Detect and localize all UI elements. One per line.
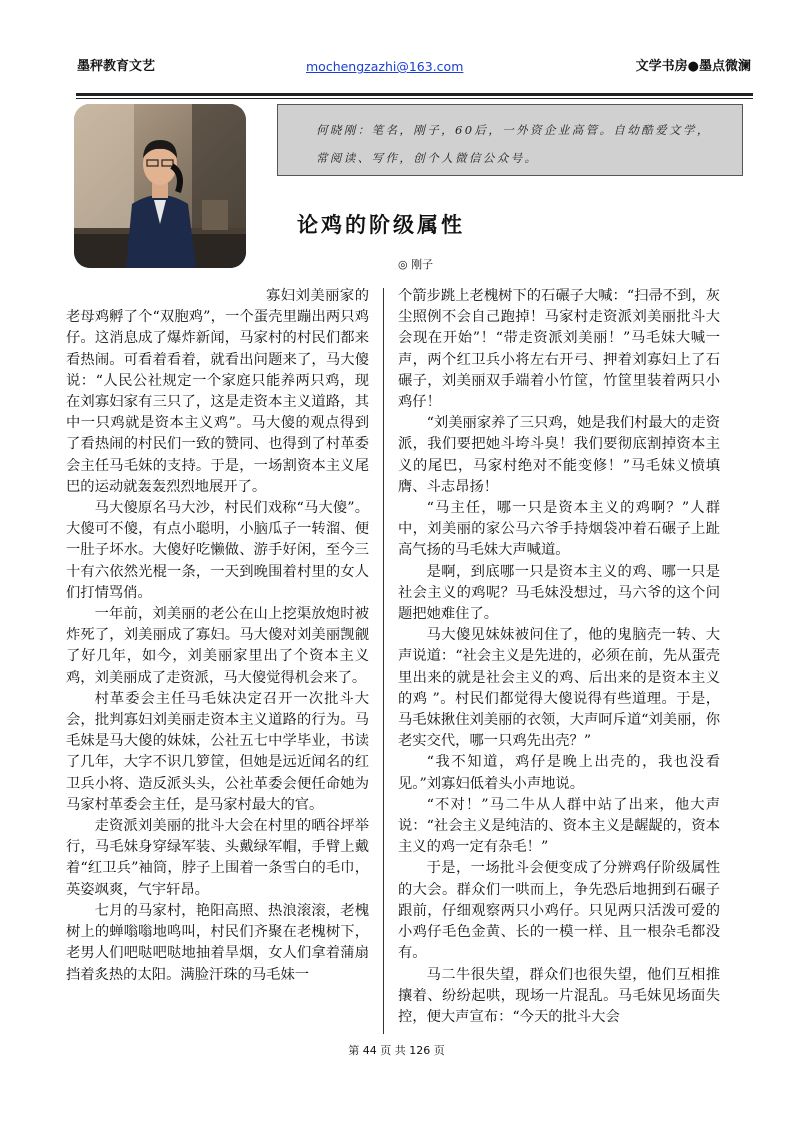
paragraph: 马大傻见妹妹被问住了，他的鬼脑壳一转、大声说道：“社会主义是先进的，必须在前，先从蛋壳里出来的就是社会主义的鸡、后出来的是资本主义的鸡 ”。村民们都觉得大傻说得有些道理。于是，马毛妹揪住刘美丽的衣领，大声呵斥道“刘美丽，你老实交代，哪一只鸡先出壳？” [398, 627, 720, 750]
paragraph: 是啊，到底哪一只是资本主义的鸡、哪一只是社会主义的鸡呢？马毛妹没想过，马六爷的这个问题把她难住了。 [398, 563, 720, 623]
header-rule-thin [76, 98, 753, 99]
paragraph: 马二牛很失望，群众们也很失望，他们互相推攘着、纷纷起哄，现场一片混乱。马毛妹见场面失控，便大声宣布：“今天的批斗大会 [398, 966, 720, 1025]
paragraph: 个箭步跳上老槐树下的石碾子大喊：“扫帚不到，灰尘照例不会自己跑掉！马家村走资派刘美丽批斗大会现在开始”！“带走资派刘美丽！”马毛妹大喊一声，两个红卫兵小将左右开弓、押着刘寡妇上了石碾子，刘美丽双手端着小竹筐，竹筐里装着两只小鸡仔！ [398, 288, 720, 411]
header-email-link[interactable]: mochengzazhi@163.com [306, 59, 464, 74]
header-rule-thick [76, 93, 753, 96]
author-bio-line-2: 常阅读、写作，创个人微信公众号。 [316, 151, 539, 165]
paragraph: 寡妇刘美丽家的老母鸡孵了个“双胞鸡”，一个蛋壳里蹦出两只鸡仔。这消息成了爆炸新闻，马家村的村民们都来看热闹。可看着看着，就看出问题来了，马大傻说：“人民公社规定一个家庭只能养两只鸡，现在刘寡妇家有三只了，这是走资本主义道路，其中一只鸡就是资本主义鸡”。马大傻的观点得到了看热闹的村民们一致的赞同、也得到了村革委会主任马毛妹的支持。于是，一场割资本主义尾巴的运动就轰轰烈烈地展开了。 [66, 288, 369, 495]
paragraph: 马大傻原名马大沙，村民们戏称“马大傻”。大傻可不傻，有点小聪明，小脑瓜子一转溜、便一肚子坏水。大傻好吃懒做、游手好闲，至今三十有六依然光棍一条，一天到晚围着村里的女人们打情骂俏。 [66, 500, 369, 601]
column-divider [383, 288, 384, 1034]
paragraph: 于是，一场批斗会便变成了分辨鸡仔阶级属性的大会。群众们一哄而上，争先恐后地拥到石碾子跟前，仔细观察两只小鸡仔。只见两只活泼可爱的小鸡仔毛色金黄、长的一模一样、且一根杂毛都没有。 [398, 860, 720, 962]
article-byline: ◎ 刚子 [398, 258, 434, 271]
article-title: 论鸡的阶级属性 [297, 213, 465, 237]
author-photo [74, 104, 246, 268]
paragraph: 七月的马家村，艳阳高照、热浪滚滚，老槐树上的蝉嗡嗡地鸣叫，村民们齐聚在老槐树下，老男人们吧哒吧哒地抽着旱烟，女人们拿着蒲扇挡着炙热的太阳。满脸汗珠的马毛妹一 [66, 902, 369, 983]
author-bio-line-1: 何晓刚：笔名，刚子，60后，一外资企业高管。自幼酷爱文学， [316, 123, 711, 137]
paragraph: “马主任，哪一只是资本主义的鸡啊？”人群中，刘美丽的家公马六爷手持烟袋冲着石碾子上趾高气扬的马毛妹大声喊道。 [398, 500, 720, 559]
article-right-column [398, 286, 720, 1028]
paragraph: “我不知道，鸡仔是晚上出壳的，我也没看见。”刘寡妇低着头小声地说。 [398, 754, 720, 792]
page-number: 第 44 页 共 126 页 [348, 1044, 445, 1057]
header-column-name: 文学书房●墨点微澜 [635, 59, 751, 74]
header-magazine-name: 墨秤教育文艺 [77, 59, 156, 74]
author-bio-box [277, 104, 743, 176]
paragraph: 村革委会主任马毛妹决定召开一次批斗大会，批判寡妇刘美丽走资本主义道路的行为。马毛妹是马大傻的妹妹，公社五七中学毕业，书读了几年，大字不识几箩筐，但她是远近闻名的红卫兵小将、造反派头头，公社革委会便任命她为马家村革委会主任，是马家村最大的官。 [66, 690, 369, 813]
article-left-column [66, 286, 369, 986]
paragraph: “不对！”马二牛从人群中站了出来，他大声说：“社会主义是纯洁的、资本主义是龌龊的，资本主义的鸡一定有杂毛！” [398, 796, 720, 856]
paragraph: 一年前，刘美丽的老公在山上挖渠放炮时被炸死了，刘美丽成了寡妇。马大傻对刘美丽觊觎了好几年，如今，刘美丽家里出了个资本主义鸡，刘美丽成了走资派，马大傻觉得机会来了。 [66, 606, 369, 686]
paragraph: 走资派刘美丽的批斗大会在村里的晒谷坪举行，马毛妹身穿绿军装、头戴绿军帽，手臂上戴着“红卫兵”袖筒，脖子上围着一条雪白的毛巾，英姿飒爽，气宇轩昂。 [66, 818, 369, 898]
paragraph: “刘美丽家养了三只鸡，她是我们村最大的走资派，我们要把她斗垮斗臭！我们要彻底割掉资本主义的尾巴，马家村绝对不能变修！”马毛妹义愤填膺、斗志昂扬！ [398, 415, 720, 495]
